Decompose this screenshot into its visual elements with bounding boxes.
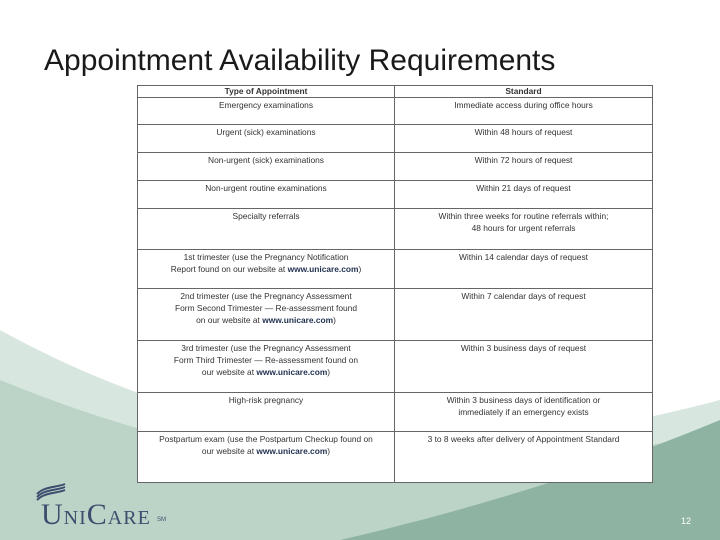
- table-row: [138, 432, 653, 483]
- type-line: our website at: [201, 446, 257, 456]
- unicare-logo: UNICARE: [41, 498, 151, 531]
- standard-cell: Within 21 days of request: [395, 181, 653, 209]
- appointment-type-cell: [138, 289, 395, 341]
- standard-cell: [395, 209, 653, 250]
- table-row: [138, 289, 653, 341]
- standard-cell: Within 48 hours of request: [395, 125, 653, 153]
- service-mark: SM: [157, 517, 166, 523]
- table-row: [138, 181, 653, 209]
- appointment-type-cell: [138, 341, 395, 393]
- table-header-row: [138, 86, 653, 98]
- type-line-end: ): [358, 264, 362, 274]
- appointment-type-cell: High-risk pregnancy: [138, 393, 395, 432]
- standard-line: Within 3 business days of identification or: [446, 395, 601, 405]
- standard-cell: Within 14 calendar days of request: [395, 250, 653, 289]
- column-header-type: Type of Appointment: [138, 86, 395, 98]
- table-row: [138, 125, 653, 153]
- type-line: on our website at: [196, 315, 263, 325]
- table-row: [138, 393, 653, 432]
- type-line: our website at: [201, 367, 257, 377]
- type-line-end: ): [333, 315, 336, 325]
- appointment-type-cell: Non-urgent (sick) examinations: [138, 153, 395, 181]
- standard-line: immediately if an emergency exists: [458, 407, 589, 417]
- type-line: 3rd trimester (use the Pregnancy Assessment: [181, 343, 351, 353]
- type-line: Postpartum exam (use the Postpartum Checkup found on: [159, 434, 373, 444]
- table-row: [138, 98, 653, 125]
- appointment-standards-table: [137, 85, 653, 483]
- standard-line: Within three weeks for routine referrals within;: [438, 211, 609, 221]
- column-header-standard: Standard: [395, 86, 653, 98]
- website-link[interactable]: www.unicare.com: [262, 315, 334, 325]
- appointment-type-cell: Emergency examinations: [138, 98, 395, 125]
- website-link[interactable]: www.unicare.com: [256, 446, 328, 456]
- standard-cell: Within 3 business days of request: [395, 341, 653, 393]
- standard-line: 48 hours for urgent referrals: [471, 223, 576, 233]
- standard-cell: [395, 393, 653, 432]
- type-line-end: ): [327, 367, 331, 377]
- appointment-type-cell: [138, 432, 395, 483]
- appointment-type-cell: Non-urgent routine examinations: [138, 181, 395, 209]
- standard-cell: 3 to 8 weeks after delivery of Appointment Standard: [395, 432, 653, 483]
- type-line-end: ): [327, 446, 331, 456]
- appointment-type-cell: Urgent (sick) examinations: [138, 125, 395, 153]
- table-row: [138, 341, 653, 393]
- type-line: Form Third Trimester — Re-assessment found on: [173, 355, 359, 365]
- table-row: [138, 209, 653, 250]
- type-line: 2nd trimester (use the Pregnancy Assessment: [180, 291, 352, 301]
- slide-title: Appointment Availability Requirements: [44, 44, 556, 77]
- table-row: [138, 153, 653, 181]
- type-line: Report found on our website at: [170, 264, 288, 274]
- appointment-type-cell: Specialty referrals: [138, 209, 395, 250]
- website-link[interactable]: www.unicare.com: [256, 367, 328, 377]
- standard-cell: Within 7 calendar days of request: [395, 289, 653, 341]
- website-link[interactable]: www.unicare.com: [287, 264, 359, 274]
- standard-cell: Immediate access during office hours: [395, 98, 653, 125]
- standard-cell: Within 72 hours of request: [395, 153, 653, 181]
- page-number: 12: [681, 516, 692, 526]
- appointment-type-cell: [138, 250, 395, 289]
- type-line: Form Second Trimester — Re-assessment found: [175, 303, 357, 313]
- type-line: 1st trimester (use the Pregnancy Notification: [183, 252, 349, 262]
- table-row: [138, 250, 653, 289]
